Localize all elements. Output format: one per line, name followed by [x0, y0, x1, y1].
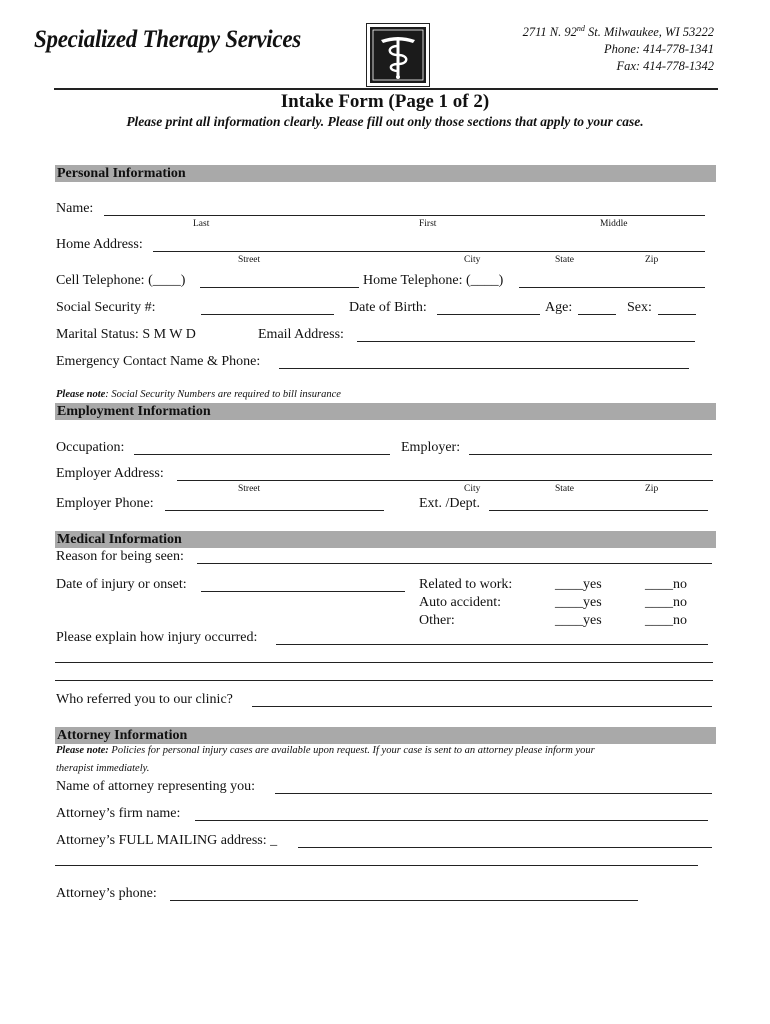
logo-mark-icon [367, 24, 429, 86]
explain-injury-label: Please explain how injury occurred: [56, 630, 258, 645]
employer-address-label: Employer Address: [56, 466, 164, 481]
date-injury-field[interactable] [201, 577, 405, 592]
home-telephone-field[interactable] [519, 273, 705, 288]
attorney-note: Please note: Policies for personal injury cases are available upon request. If your case is sent to an attorney please inform your [56, 745, 595, 756]
name-first-caption: First [419, 219, 437, 229]
email-label: Email Address: [258, 327, 344, 342]
home-address-field[interactable] [153, 237, 705, 252]
explain-injury-field[interactable] [276, 630, 708, 645]
name-last-caption: Last [193, 219, 210, 229]
employer-address-city-caption: City [464, 484, 481, 494]
other-label: Other: [419, 613, 455, 628]
name-middle-caption: Middle [600, 219, 628, 229]
email-field[interactable] [357, 327, 695, 342]
attorney-name-label: Name of attorney representing you: [56, 779, 256, 794]
employer-phone-label: Employer Phone: [56, 496, 154, 511]
form-instructions: Please print all information clearly. Please fill out only those sections that apply to your case. [126, 114, 644, 129]
header-divider [54, 88, 718, 90]
explain-injury-line-2[interactable] [55, 648, 713, 663]
section-employment-heading: Employment Information [55, 403, 716, 420]
auto-accident-no[interactable]: ____no [645, 595, 687, 610]
cell-telephone-label: Cell Telephone: (____) [56, 273, 186, 288]
address-line: 2711 N. 92nd St. Milwaukee, WI 53222 [522, 24, 714, 40]
other-yes[interactable]: ____yes [555, 613, 602, 628]
emergency-contact-label: Emergency Contact Name & Phone: [56, 354, 261, 369]
employer-label: Employer: [401, 440, 461, 455]
emergency-contact-field[interactable] [279, 354, 689, 369]
ext-dept-field[interactable] [489, 496, 708, 511]
home-address-state-caption: State [555, 255, 574, 265]
attorney-note-continued: therapist immediately. [56, 763, 150, 774]
related-work-no[interactable]: ____no [645, 577, 687, 592]
fax-line: Fax: 414-778-1342 [616, 59, 714, 73]
age-field[interactable] [578, 300, 616, 315]
reason-field[interactable] [197, 549, 712, 564]
employer-address-field[interactable] [177, 466, 713, 481]
sex-field[interactable] [658, 300, 696, 315]
attorney-mailing-label: Attorney’s FULL MAILING address: _ [56, 833, 278, 848]
ext-dept-label: Ext. /Dept. [419, 496, 481, 511]
explain-injury-line-3[interactable] [55, 666, 713, 681]
auto-accident-yes[interactable]: ____yes [555, 595, 602, 610]
attorney-mailing-line-2[interactable] [55, 851, 698, 866]
occupation-label: Occupation: [56, 440, 125, 455]
company-logo [366, 23, 430, 87]
phone-line: Phone: 414-778-1341 [603, 42, 714, 56]
section-attorney-heading: Attorney Information [55, 727, 716, 744]
dob-field[interactable] [437, 300, 540, 315]
employer-field[interactable] [469, 440, 712, 455]
auto-accident-label: Auto accident: [419, 595, 502, 610]
home-address-city-caption: City [464, 255, 481, 265]
form-title: Intake Form (Page 1 of 2) [280, 91, 490, 112]
ssn-field[interactable] [201, 300, 334, 315]
cell-telephone-field[interactable] [200, 273, 359, 288]
employer-phone-field[interactable] [165, 496, 384, 511]
name-field[interactable] [104, 201, 705, 216]
home-address-label: Home Address: [56, 237, 143, 252]
section-personal-heading: Personal Information [55, 165, 716, 182]
attorney-phone-field[interactable] [170, 886, 638, 901]
employer-address-zip-caption: Zip [645, 484, 659, 494]
dob-label: Date of Birth: [349, 300, 427, 315]
reason-label: Reason for being seen: [56, 549, 184, 564]
ssn-note: Please note: Social Security Numbers are required to bill insurance [56, 389, 341, 400]
name-label: Name: [56, 201, 94, 216]
related-work-label: Related to work: [419, 577, 513, 592]
attorney-firm-label: Attorney’s firm name: [56, 806, 181, 821]
attorney-name-field[interactable] [275, 779, 712, 794]
company-name: Specialized Therapy Services [34, 26, 301, 53]
age-label: Age: [545, 300, 573, 315]
attorney-firm-field[interactable] [195, 806, 708, 821]
referral-field[interactable] [252, 692, 712, 707]
related-work-yes[interactable]: ____yes [555, 577, 602, 592]
attorney-mailing-field[interactable] [298, 833, 712, 848]
referral-label: Who referred you to our clinic? [56, 692, 233, 707]
home-telephone-label: Home Telephone: (____) [363, 273, 504, 288]
other-no[interactable]: ____no [645, 613, 687, 628]
date-injury-label: Date of injury or onset: [56, 577, 187, 592]
section-medical-heading: Medical Information [55, 531, 716, 548]
employer-address-street-caption: Street [238, 484, 261, 494]
home-address-street-caption: Street [238, 255, 261, 265]
employer-address-state-caption: State [555, 484, 574, 494]
sex-label: Sex: [627, 300, 652, 315]
home-address-zip-caption: Zip [645, 255, 659, 265]
marital-status-label: Marital Status: S M W D [56, 327, 196, 342]
attorney-phone-label: Attorney’s phone: [56, 886, 157, 901]
occupation-field[interactable] [134, 440, 390, 455]
ssn-label: Social Security #: [56, 300, 156, 315]
